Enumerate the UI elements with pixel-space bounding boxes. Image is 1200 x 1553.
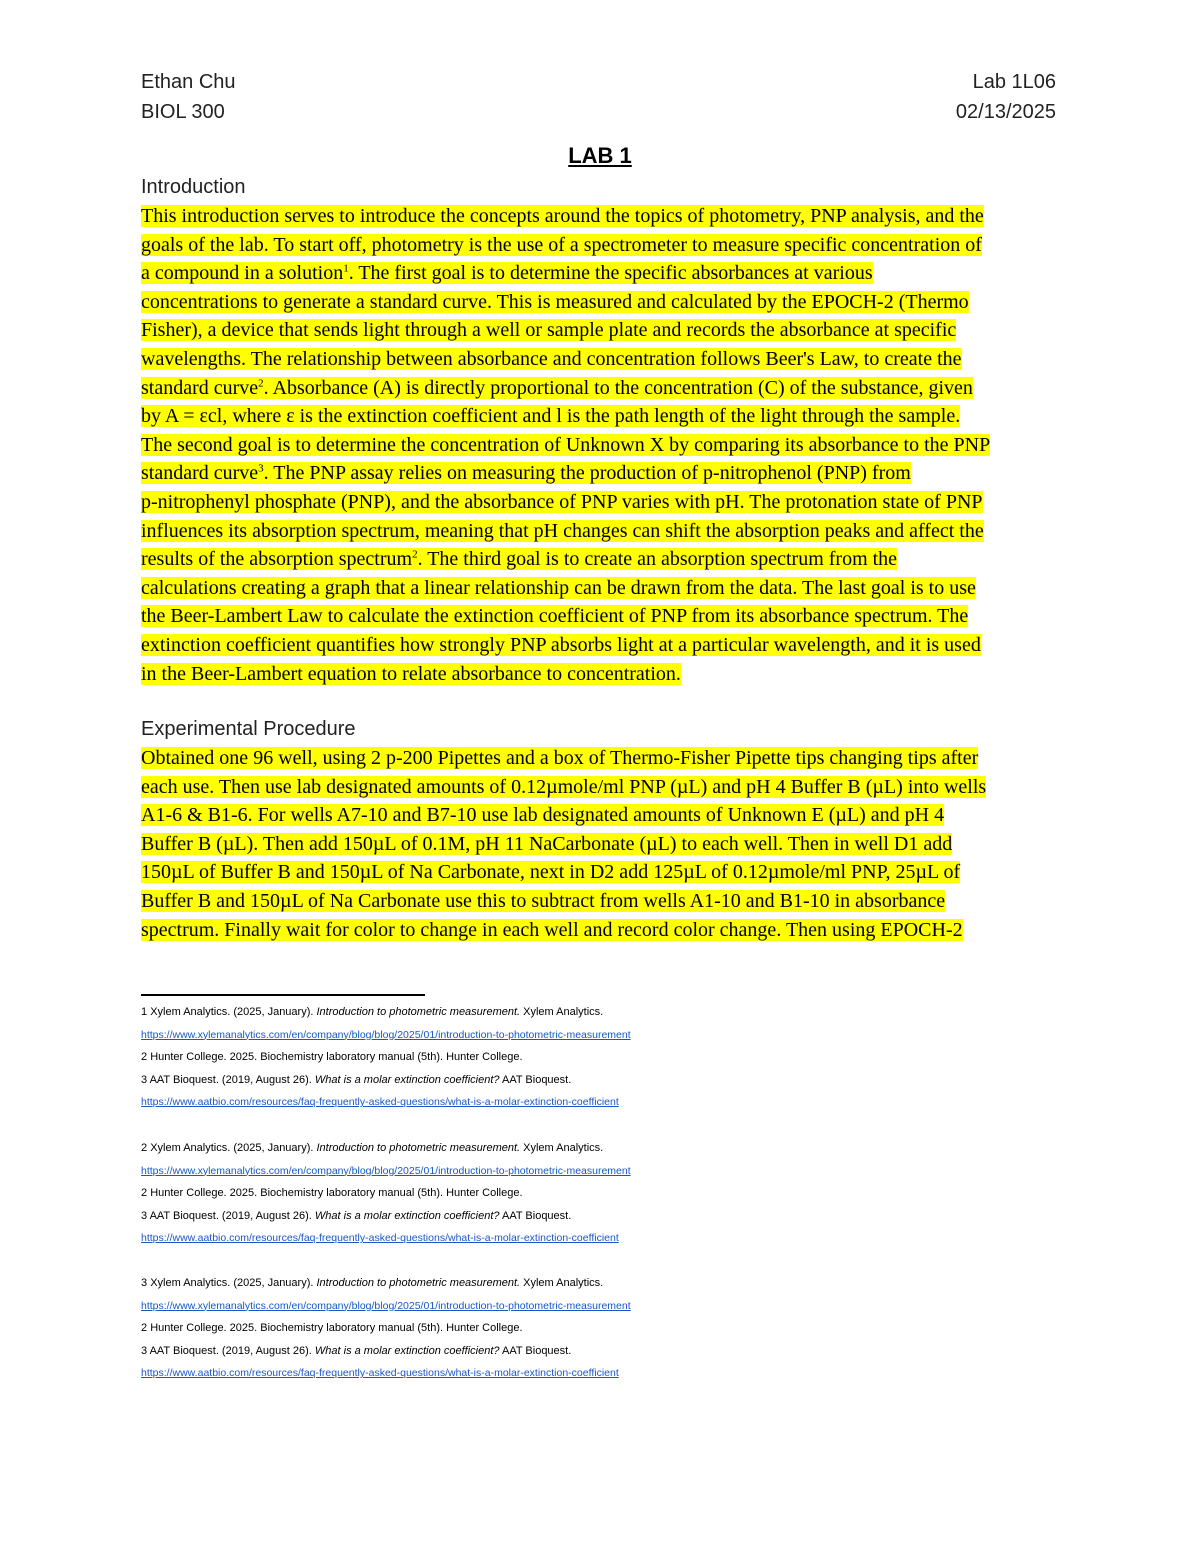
report-date: 02/13/2025 <box>955 101 1056 123</box>
procedure-line: each use. Then use lab designated amounts of 0.12µmole/ml PNP (µL) and pH 4 Buffer B (µL) into wells <box>141 775 987 798</box>
intro-line: wavelengths. The relationship between absorbance and concentration follows Beer's Law, to create the <box>141 347 962 370</box>
footnote-group <box>141 1001 841 1114</box>
author-name: Ethan Chu <box>141 71 236 93</box>
footnote-hunter: 2 Hunter College. 2025. Biochemistry laboratory manual (5th). Hunter College. <box>141 1051 523 1064</box>
page-title: LAB 1 <box>568 143 632 168</box>
intro-line: standard curve <box>141 462 259 485</box>
footnote-hunter: 2 Hunter College. 2025. Biochemistry laboratory manual (5th). Hunter College. <box>141 1322 523 1335</box>
intro-line: . Absorbance (A) is directly proportional to the concentration (C) of the substance, given <box>263 376 973 399</box>
intro-line: calculations creating a graph that a linear relationship can be drawn from the data. The last goal is to use <box>141 576 976 599</box>
intro-line: goals of the lab. To start off, photometry is the use of a spectrometer to measure specific concentration of <box>141 233 982 256</box>
intro-line: the Beer-Lambert Law to calculate the extinction coefficient of PNP from its absorbance spectrum. The <box>141 605 969 628</box>
procedure-line: A1-6 & B1-6. For wells A7-10 and B7-10 use lab designated amounts of Unknown E (µL) and pH 4 <box>141 804 945 827</box>
intro-line: in the Beer-Lambert equation to relate absorbance to concentration. <box>141 662 681 685</box>
intro-line: The second goal is to determine the concentration of Unknown X by comparing its absorbance to the PNP <box>141 433 991 456</box>
procedure-line: Buffer B (µL). Then add 150µL of 0.1M, pH 11 NaCarbonate (µL) to each well. Then in well D1 add <box>141 832 953 855</box>
xylem-link[interactable]: https://www.xylemanalytics.com/en/company/blog/blog/2025/01/introduction-to-photometric-measurement <box>141 1299 631 1312</box>
citation-superscript: 1 <box>343 262 349 275</box>
footnote-xylem: 3 Xylem Analytics. (2025, January). Introduction to photometric measurement. Xylem Analytics. <box>141 1277 604 1289</box>
intro-line: influences its absorption spectrum, meaning that pH changes can shift the absorption peaks and affect the <box>141 519 984 542</box>
footnote-xylem: 1 Xylem Analytics. (2025, January). Introduction to photometric measurement. Xylem Analytics. <box>141 1006 604 1018</box>
aat-link[interactable]: https://www.aatbio.com/resources/faq-frequently-asked-questions/what-is-a-molar-extinction-coefficient <box>141 1232 619 1245</box>
citation-superscript: 2 <box>258 376 264 389</box>
intro-line: Fisher), a device that sends light through a well or sample plate and records the absorbance at specific <box>141 319 957 342</box>
procedure-line: Obtained one 96 well, using 2 p-200 Pipettes and a box of Thermo-Fisher Pipette tips changing tips after <box>141 747 979 769</box>
xylem-link[interactable]: https://www.xylemanalytics.com/en/company/blog/blog/2025/01/introduction-to-photometric-measurement <box>141 1164 631 1177</box>
footnote-aat: 3 AAT Bioquest. (2019, August 26). What is a molar extinction coefficient? AAT Bioquest. <box>141 1073 572 1086</box>
footnote-group <box>141 1272 841 1385</box>
intro-line: . The first goal is to determine the specific absorbances at various <box>348 262 873 285</box>
aat-link[interactable]: https://www.aatbio.com/resources/faq-frequently-asked-questions/what-is-a-molar-extinction-coefficient <box>141 1367 619 1380</box>
citation-superscript: 3 <box>258 462 264 475</box>
procedure-line: spectrum. Finally wait for color to change in each well and record color change. Then using EPOCH-2 <box>141 918 963 941</box>
course-code: BIOL 300 <box>141 101 225 123</box>
intro-line: . The third goal is to create an absorption spectrum from the <box>417 548 898 571</box>
footnote-xylem: 2 Xylem Analytics. (2025, January). Introduction to photometric measurement. Xylem Analytics. <box>141 1142 604 1154</box>
footnote-separator <box>141 994 425 996</box>
footnote-aat: 3 AAT Bioquest. (2019, August 26). What is a molar extinction coefficient? AAT Bioquest. <box>141 1209 572 1222</box>
aat-link[interactable]: https://www.aatbio.com/resources/faq-frequently-asked-questions/what-is-a-molar-extinction-coefficient <box>141 1096 619 1109</box>
procedure-paragraph <box>141 744 1061 944</box>
intro-line: by A = εcl, where ε is the extinction coefficient and l is the path length of the light through the sample. <box>141 405 961 428</box>
footnote-group <box>141 1137 841 1250</box>
procedure-line: 150µL of Buffer B and 150µL of Na Carbonate, next in D2 add 125µL of 0.12µmole/ml PNP, 25µL of <box>141 861 961 884</box>
intro-line: This introduction serves to introduce the concepts around the topics of photometry, PNP analysis, and the <box>141 205 984 227</box>
introduction-paragraph <box>141 202 1061 688</box>
lab-section: Lab 1L06 <box>972 71 1056 93</box>
intro-line: a compound in a solution <box>141 262 344 285</box>
intro-line: . The PNP assay relies on measuring the production of p-nitrophenol (PNP) from <box>263 462 911 485</box>
intro-line: results of the absorption spectrum <box>141 548 413 571</box>
introduction-heading: Introduction <box>141 176 246 198</box>
footnote-aat: 3 AAT Bioquest. (2019, August 26). What is a molar extinction coefficient? AAT Bioquest. <box>141 1344 572 1357</box>
procedure-heading: Experimental Procedure <box>141 718 356 740</box>
procedure-line: Buffer B and 150µL of Na Carbonate use this to subtract from wells A1-10 and B1-10 in absorbance <box>141 889 946 912</box>
intro-line: standard curve <box>141 376 259 399</box>
intro-line: extinction coefficient quantifies how strongly PNP absorbs light at a particular wavelength, and it is used <box>141 633 981 656</box>
footnote-hunter: 2 Hunter College. 2025. Biochemistry laboratory manual (5th). Hunter College. <box>141 1187 523 1200</box>
citation-superscript: 2 <box>412 548 418 561</box>
intro-line: concentrations to generate a standard curve. This is measured and calculated by the EPOCH-2 (Thermo <box>141 290 969 313</box>
intro-line: p-nitrophenyl phosphate (PNP), and the absorbance of PNP varies with pH. The protonation state of PNP <box>141 490 983 513</box>
xylem-link[interactable]: https://www.xylemanalytics.com/en/company/blog/blog/2025/01/introduction-to-photometric-measurement <box>141 1028 631 1041</box>
